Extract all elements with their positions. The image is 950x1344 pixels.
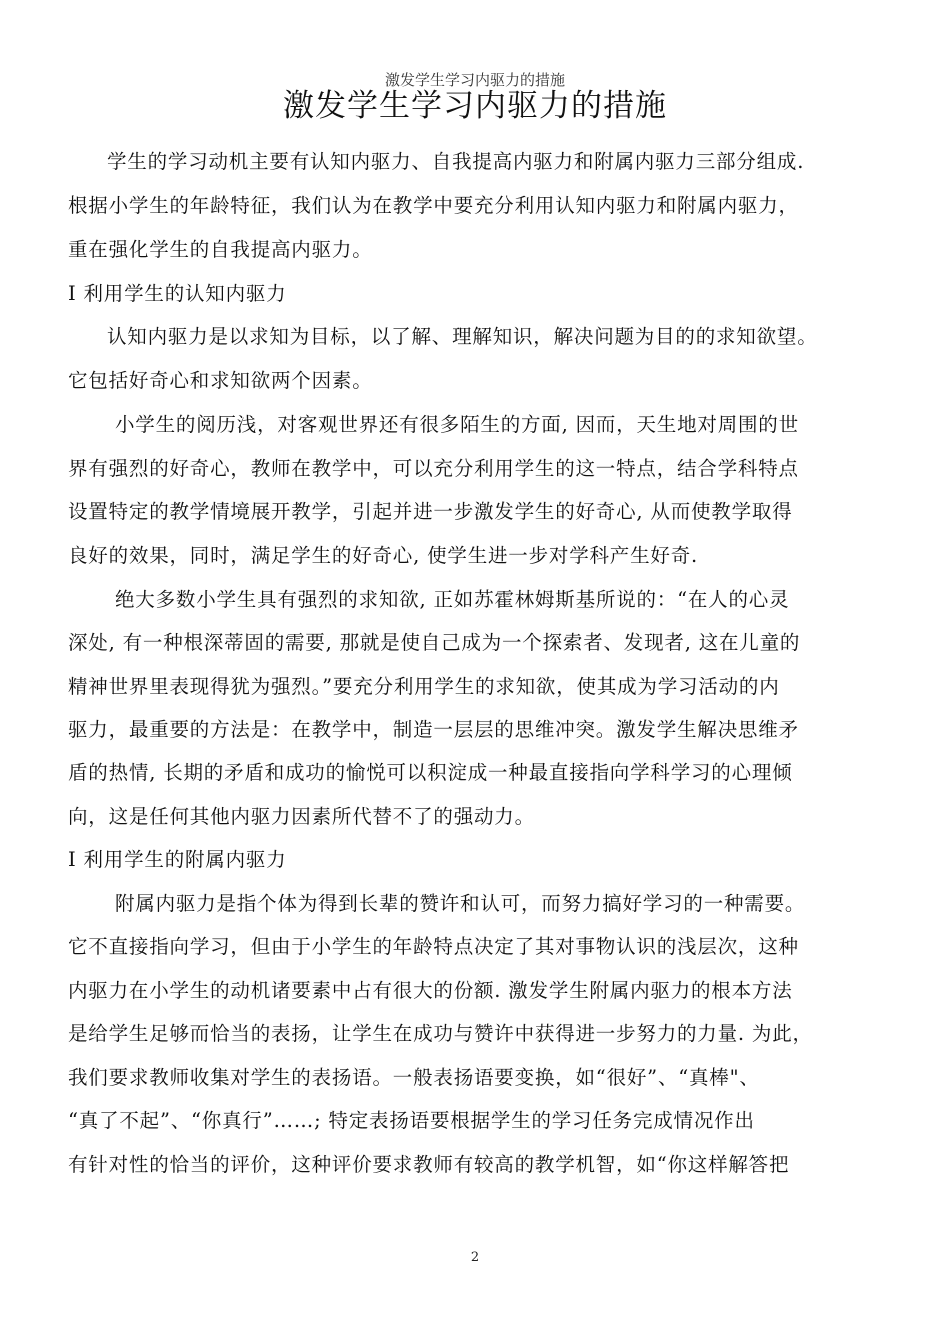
page-title: 激发学生学习内驱力的措施 <box>283 88 667 124</box>
body-line: 界有强烈的好奇心，教师在教学中，可以充分利用学生的这一特点，结合学科特点 <box>68 457 799 480</box>
body-line: 我们要求教师收集对学生的表扬语。一般表扬语要变换，如“很好”、“真棒"、 <box>68 1066 760 1089</box>
body-line: 认知内驱力是以求知为目标，以了解、理解知识，解决问题为目的的求知欲望。 <box>107 325 818 348</box>
body-line: 它包括好奇心和求知欲两个因素。 <box>68 369 373 392</box>
body-line: 有针对性的恰当的评价，这种评价要求教师有较高的教学机智，如“你这样解答把 <box>68 1153 790 1176</box>
body-line: 重在强化学生的自我提高内驱力。 <box>68 238 373 261</box>
body-line: 设置特定的教学情境展开教学，引起并进一步激发学生的好奇心, 从而使教学取得 <box>68 500 793 523</box>
body-line: 绝大多数小学生具有强烈的求知欲, 正如苏霍林姆斯基所说的：“在人的心灵 <box>115 588 790 611</box>
body-line: 向，这是任何其他内驱力因素所代替不了的强动力。 <box>68 805 535 828</box>
body-line: 良好的效果，同时，满足学生的好奇心, 使学生进一步对学科产生好奇. <box>68 544 698 567</box>
body-line: 内驱力在小学生的动机诸要素中占有很大的份额. 激发学生附属内驱力的根本方法 <box>68 979 793 1002</box>
running-header: 激发学生学习内驱力的措施 <box>384 71 565 89</box>
body-line: 驱力，最重要的方法是：在教学中，制造一层层的思维冲突。激发学生解决思维矛 <box>68 718 799 741</box>
body-line: 深处, 有一种根深蒂固的需要, 那就是使自己成为一个探索者、发现者, 这在儿童的 <box>68 631 801 654</box>
body-line: 根据小学生的年龄特征，我们认为在教学中要充分利用认知内驱力和附属内驱力， <box>68 194 799 217</box>
body-line: 学生的学习动机主要有认知内驱力、自我提高内驱力和附属内驱力三部分组成. <box>107 150 805 173</box>
page-number: 2 <box>470 1250 480 1265</box>
body-line: 精神世界里表现得犹为强烈。”要充分利用学生的求知欲，使其成为学习活动的内 <box>68 675 780 698</box>
section-heading: Ⅰ 利用学生的附属内驱力 <box>68 848 287 871</box>
body-line: 它不直接指向学习，但由于小学生的年龄特点决定了其对事物认识的浅层次，这种 <box>68 935 799 958</box>
body-line: 附属内驱力是指个体为得到长辈的赞许和认可，而努力搞好学习的一种需要。 <box>115 892 806 915</box>
body-line: 盾的热情, 长期的矛盾和成功的愉悦可以积淀成一种最直接指向学科学习的心理倾 <box>68 761 793 784</box>
body-line: 小学生的阅历浅，对客观世界还有很多陌生的方面, 因而，天生地对周围的世 <box>115 413 799 436</box>
section-heading: Ⅰ 利用学生的认知内驱力 <box>68 282 287 305</box>
body-line: “真了不起”、“你真行”……; 特定表扬语要根据学生的学习任务完成情况作出 <box>68 1109 755 1132</box>
body-line: 是给学生足够而恰当的表扬，让学生在成功与赞许中获得进一步努力的力量. 为此， <box>68 1022 813 1045</box>
